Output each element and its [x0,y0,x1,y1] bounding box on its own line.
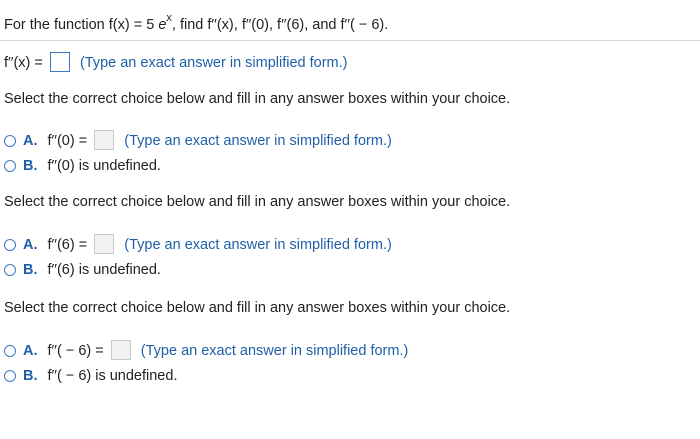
question-suffix: , find f′′(x), f′′(0), f′′(6), and f′′( − 6). [171,17,389,33]
option-b-label: f′′( − 6) is undefined. [47,368,178,384]
instruction-1: Select the correct choice below and fill in any answer boxes within your choice. [4,91,511,107]
radio-icon[interactable] [4,135,16,147]
option-a-hint: (Type an exact answer in simplified form.) [124,133,392,149]
question-title [4,12,388,33]
option-letter: A. [23,237,38,253]
option-a-label: f′′(0) = [47,133,88,149]
group1-option-a[interactable] [4,130,392,150]
option-letter: B. [23,368,38,384]
radio-icon[interactable] [4,345,16,357]
part1-label: f′′(x) = [4,55,43,71]
group2-option-a[interactable] [4,234,392,254]
group1-answer-box[interactable] [94,130,114,150]
part1-answer-box[interactable] [50,52,70,72]
exp-base: e [158,17,167,33]
question-prefix: For the function f(x) = 5 [4,17,159,33]
divider [0,40,700,41]
option-letter: A. [23,133,38,149]
radio-icon[interactable] [4,370,16,382]
part1-hint: (Type an exact answer in simplified form.) [79,55,348,71]
instruction-3: Select the correct choice below and fill in any answer boxes within your choice. [4,300,511,316]
exp-power: x [166,12,172,24]
group3-answer-box[interactable] [111,340,131,360]
part1-row [4,52,347,72]
instruction-2: Select the correct choice below and fill in any answer boxes within your choice. [4,194,511,210]
option-letter: A. [23,343,38,359]
option-a-hint: (Type an exact answer in simplified form.) [124,237,392,253]
option-letter: B. [23,262,38,278]
group2-option-b[interactable] [4,262,161,278]
option-b-label: f′′(6) is undefined. [47,262,161,278]
radio-icon[interactable] [4,239,16,251]
radio-icon[interactable] [4,264,16,276]
group3-option-a[interactable] [4,340,408,360]
option-a-label: f′′( − 6) = [47,343,104,359]
group2-answer-box[interactable] [94,234,114,254]
option-a-hint: (Type an exact answer in simplified form.) [140,343,409,359]
group3-option-b[interactable] [4,368,177,384]
radio-icon[interactable] [4,160,16,172]
group1-option-b[interactable] [4,158,161,174]
option-a-label: f′′(6) = [47,237,88,253]
option-letter: B. [23,158,38,174]
option-b-label: f′′(0) is undefined. [47,158,161,174]
